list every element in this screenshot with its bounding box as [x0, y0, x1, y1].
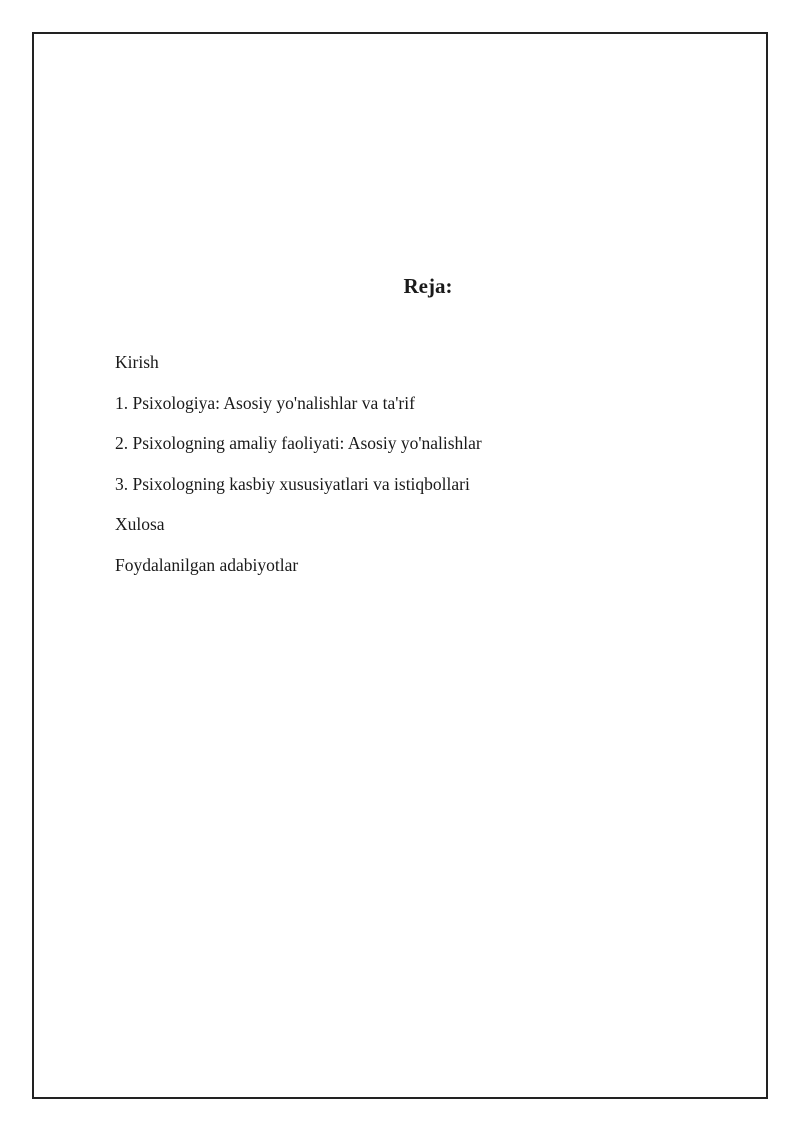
toc-item-section-2: 2. Psixologning amaliy faoliyati: Asosiy yo'nalishlar [115, 433, 482, 454]
toc-item-conclusion: Xulosa [115, 514, 165, 535]
toc-item-section-3: 3. Psixologning kasbiy xususiyatlari va istiqbollari [115, 473, 470, 494]
toc-item-section-1: 1. Psixologiya: Asosiy yo'nalishlar va ta'rif [115, 392, 415, 413]
toc-item-introduction: Kirish [115, 352, 159, 372]
toc-item-references: Foydalanilgan adabiyotlar [115, 554, 299, 575]
page-title: Reja: [403, 274, 453, 298]
table-of-contents [115, 350, 482, 594]
